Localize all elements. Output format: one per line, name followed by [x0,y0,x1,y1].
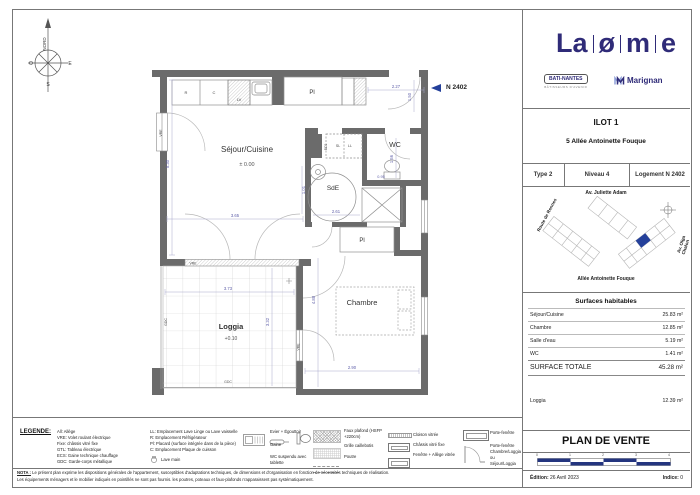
logo-part-la: La [556,28,588,58]
entry-arrow-icon [431,84,441,92]
bed [336,287,414,335]
compass-rose [28,18,68,92]
scale-tick: 0 [536,453,538,457]
surface-row-salle-eau [530,338,683,344]
panel-divider [522,9,523,487]
surface-label: WC [530,351,539,357]
vre-left-label: VRE [159,129,163,137]
room-label-chambre: Chambre [346,298,378,307]
surface-value: 25.83 m² [662,312,683,318]
legend-item: Châssis vitré fixe [413,442,445,448]
panel-line-4 [522,292,690,293]
cloison-vitree-icon [388,433,412,438]
room-level-sejour: ± 0.00 [239,162,255,168]
logo-part-o: ø [598,28,616,58]
placard-mid-label: Pl [359,238,365,244]
svg-text:1.01: 1.01 [301,185,306,195]
legend-item: R: Emplacement Réfrigérateur [150,435,207,441]
marignan-label: Marignan [627,76,663,85]
surface-value: 5.19 m² [665,338,683,344]
edition-info [530,475,579,481]
unit-number-cell: Logement N 2402 [635,171,685,178]
legend-item: LL: Emplacement Lave Linge ou Lave vaisselle [150,429,238,434]
legend-title: LEGENDE: [20,429,52,435]
street-bottom-label: Allée Antoinette Fouque [577,276,635,282]
document-title: PLAN DE VENTE [561,435,650,447]
legend-item: Poutre [344,454,357,460]
chassis-vitre-icon [388,443,410,452]
svg-text:3.32: 3.32 [265,317,270,327]
legend-col-patterns [313,430,341,473]
legend-item: Porte-fenêtre [490,430,515,435]
fixture-ll-label: LL [348,144,352,148]
legend-col-glazing [388,433,412,468]
svg-text:3.73: 3.73 [223,286,233,291]
legend-item: Grille caillebotis [344,443,374,449]
street-left-label: Route de Rennes [536,197,558,233]
loggia-surface-label: Loggia [530,398,546,404]
legend-item: Gaine [270,442,282,448]
room-label-loggia: Loggia [218,322,244,331]
legend-item: Pl: Placard (surface intégrée dans de la pièce) [150,441,236,447]
evier-icon [243,434,265,446]
logo-separator [655,35,656,53]
fixture-lv-label: LV [236,97,242,102]
legend-item: Evier + Égouttoir [270,429,302,434]
legend-item: Fixe: châssis vitré fixe [57,441,98,447]
partner-bati-nantes [544,74,588,89]
fenetre-allege-icon [388,458,410,468]
surface-row-wc [530,351,683,357]
surfaces-title: Surfaces habitables [575,298,637,305]
panel-line-5 [522,430,690,431]
edition-value: 26 Avril 2023 [550,475,579,481]
surface-row-chambre [530,325,683,331]
scale-tick: 2 [602,453,604,457]
legend-item: Fenêtre + Allège vitrée [413,452,456,458]
room-label-sde: SdE [326,185,340,192]
logo-part-e: e [661,28,677,58]
legend-divider [12,417,522,418]
legend-item: WC suspendu avec tablette [270,454,307,466]
highlighted-unit [636,233,651,247]
surface-label: Salle d'eau [530,338,556,344]
surface-loggia-row [530,398,683,404]
surface-value: 1.41 m² [665,351,683,357]
street-top-label: Av. Juliette Adam [585,190,627,196]
compass-east-label: E [68,61,72,67]
nota-line-1 [17,470,517,477]
unit-number-label: N 2402 [446,84,467,91]
scale-tick: 3 [635,453,637,457]
bati-nantes-logo: BATI-NANTES [544,74,588,84]
scale-bar [537,453,671,468]
logo-separator [620,35,621,53]
gdc-bottom-label: GDC [224,380,232,384]
lave-main-icon [150,456,158,463]
loggia-surface-value: 12.39 m² [662,398,683,404]
nota-text-1: Le présent plan exprime les dispositions générales de l'appartement, susceptibles d'adaptations techniques, de dimensions et d'organisation en fonction de nécessités techniques de réalisation. [32,470,390,475]
panel-line-7 [522,470,690,471]
legend-col-abbrev-2 [150,429,242,463]
nota-divider [12,468,522,469]
legend-col-doors [463,430,489,470]
legend-col-door-labels [490,430,520,467]
vre-chambre-label: VRE [296,343,301,351]
svg-text:1.56: 1.56 [389,154,394,164]
ilot-title: ILOT 1 [593,118,619,127]
fixture-sl-label: SL [335,144,341,148]
partner-marignan [614,76,663,85]
faux-plafond-icon [313,430,341,443]
room-label-wc: WC [389,142,401,149]
brand-logo [556,28,676,59]
svg-text:4.88: 4.88 [311,295,316,305]
fixture-c-label: C [212,90,216,95]
svg-text:0.95: 0.95 [377,175,385,179]
unit-info-row [522,163,690,186]
legend-item: Lave main [161,456,181,462]
svg-text:3.65: 3.65 [230,213,240,218]
legend-item: VRE: Volet roulant électrique [57,435,111,441]
porte-fenetre-icon [463,430,489,441]
legend-col-fixture-labels [270,429,312,466]
fixture-ecs-label: ECS [324,143,328,151]
svg-text:1.50: 1.50 [407,92,412,102]
gdc-left-label: GDC [164,318,168,326]
legend-lave-main [150,456,242,463]
fixture-r-label: R [184,90,188,95]
indice-label: Indice: [662,475,679,481]
surface-total-row [530,364,683,371]
scale-tick: 1 [569,453,571,457]
legend-item: GDC: Garde-corps métallique [57,459,113,465]
vre-loggia-label: VRE [189,261,197,266]
compass-north-label: NORD [42,37,47,51]
legend-item: C: Emplacement Plaque de cuisson [150,447,217,453]
surface-label: Séjour/Cuisine [530,312,564,318]
legend-col-abbrev-1 [57,429,118,466]
svg-text:2.27: 2.27 [391,84,401,89]
legend-item: All: Allège [57,429,76,434]
room-label-sejour: Séjour/Cuisine [220,145,274,154]
room-level-loggia: +0.10 [224,336,238,342]
svg-text:5.30: 5.30 [165,159,170,169]
surface-total-value: 45.28 m² [658,364,683,371]
surface-row-sejour [530,312,683,318]
logo-separator [593,35,594,53]
grille-caillebotis-icon [313,448,341,459]
legend-col-pattern-labels [344,428,389,460]
panel-line-3 [522,186,690,187]
bathroom-fixtures [308,134,402,252]
nota-label: NOTA : [17,470,31,475]
legend-item: ECS: Gaine technique chauffage [57,453,118,459]
surface-label: Chambre [530,325,552,331]
legend-item: Faux plafond (HSFP +220cm) [344,428,382,440]
svg-text:2.90: 2.90 [347,365,357,370]
kitchen-fixtures [172,77,366,105]
compass-west-label: O [29,61,33,67]
compass-south-label: S [46,82,50,88]
placard-top-label: Pl [309,90,315,96]
unit-type-cell: Type 2 [522,163,565,186]
logo-part-m: m [626,28,651,58]
marignan-m-icon [614,76,625,85]
nota-text-2: Les équipements ménagers et le mobilier indiqués en pointillés ne sont pas fournis. les poutres, poteaux et faux-plafonds n'apparaissent pas systématiquement. [17,476,314,482]
legend-item: GTL: Tableau électrique [57,447,102,453]
legend-item: Porte-fenêtre Chambre/Loggia ou Séjour/Loggia [490,443,521,467]
legend-item: Cloison vitrée [413,432,439,437]
nota-block [17,470,517,483]
unit-address: 5 Allée Antoinette Fouque [566,138,646,145]
edition-label: Édition: [530,475,549,481]
legend-col-glazing-labels [413,432,461,458]
unit-level-cell: Niveau 4 [565,163,630,186]
indice-info [630,475,683,481]
surface-value: 12.85 m² [662,325,683,331]
street-right-label: Av. Olga Chalon [676,235,691,256]
porte-fenetre-arc-icon [463,445,487,465]
scale-bar-graphic [537,458,671,466]
scale-tick: 4 [668,453,670,457]
surface-total-label: SURFACE TOTALE [530,364,592,371]
svg-text:2.61: 2.61 [331,209,341,214]
panel-line-1 [522,108,690,109]
indice-value: 0 [680,475,683,481]
bati-nantes-tagline: BÂTISSEURS D'AVENIR [544,85,588,89]
site-map-compass-icon [660,202,676,218]
